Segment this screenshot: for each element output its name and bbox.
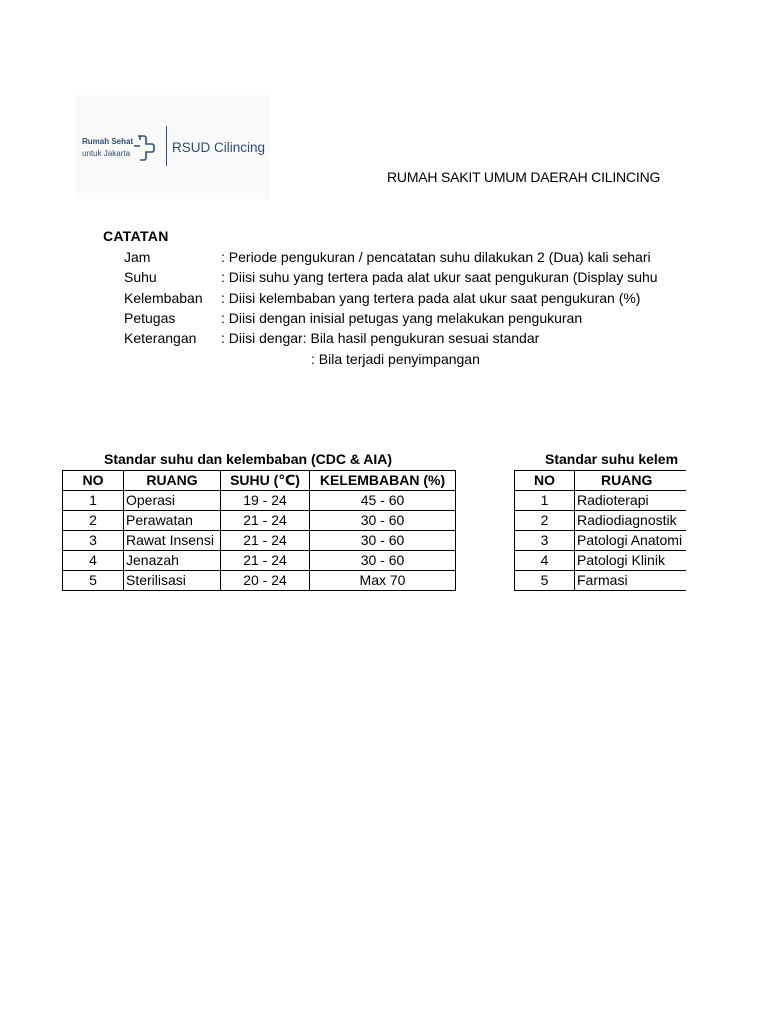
logo-divider bbox=[166, 126, 167, 166]
page-title: RUMAH SAKIT UMUM DAERAH CILINCING bbox=[387, 169, 661, 185]
table-row bbox=[63, 551, 456, 571]
table-row bbox=[515, 491, 687, 511]
table2-header-row bbox=[515, 471, 687, 491]
table1-header-row bbox=[63, 471, 456, 491]
cell-ruang: Rawat Insensi bbox=[124, 531, 221, 551]
table-row bbox=[515, 531, 687, 551]
note-text-penyimpangan: : Bila terjadi penyimpangan bbox=[311, 351, 480, 367]
note-label-petugas: Petugas bbox=[124, 310, 176, 326]
logo-hospital-name: RSUD Cilincing bbox=[172, 140, 266, 155]
cell-no: 3 bbox=[515, 531, 575, 551]
note-text-keterangan: : Diisi dengar: Bila hasil pengukuran sesuai standar bbox=[221, 330, 540, 346]
note-text-kelembaban: : Diisi kelembaban yang tertera pada alat ukur saat pengukuran (%) bbox=[221, 290, 641, 306]
cell-no: 4 bbox=[63, 551, 124, 571]
cell-suhu: 19 - 24 bbox=[221, 491, 310, 511]
logo-tagline-1: Rumah Sehat bbox=[82, 137, 134, 146]
cell-ruang: Perawatan bbox=[124, 511, 221, 531]
cell-no: 2 bbox=[515, 511, 575, 531]
table1-caption: Standar suhu dan kelembaban (CDC & AIA) bbox=[104, 451, 393, 467]
cell-no: 2 bbox=[63, 511, 124, 531]
table-row bbox=[515, 551, 687, 571]
cell-kelembaban: 30 - 60 bbox=[310, 511, 456, 531]
cell-kelembaban: 30 - 60 bbox=[310, 531, 456, 551]
note-text-jam: : Periode pengukuran / pencatatan suhu dilakukan 2 (Dua) kali sehari bbox=[221, 249, 651, 265]
cell-no: 3 bbox=[63, 531, 124, 551]
table-row bbox=[63, 511, 456, 531]
table2-header-no: NO bbox=[515, 471, 575, 491]
table-row bbox=[515, 571, 687, 591]
cell-suhu: 20 - 24 bbox=[221, 571, 310, 591]
cell-ruang: Farmasi bbox=[575, 571, 687, 591]
table-row bbox=[63, 491, 456, 511]
cell-suhu: 21 - 24 bbox=[221, 511, 310, 531]
table2-header-ruang: RUANG bbox=[575, 471, 687, 491]
cell-ruang: Patologi Anatomi bbox=[575, 531, 687, 551]
table2-caption: Standar suhu kelem bbox=[545, 451, 679, 467]
cell-no: 5 bbox=[515, 571, 575, 591]
cell-no: 4 bbox=[515, 551, 575, 571]
cell-ruang: Patologi Klinik bbox=[575, 551, 687, 571]
cell-ruang: Operasi bbox=[124, 491, 221, 511]
cell-ruang: Radiodiagnostik bbox=[575, 511, 687, 531]
table1-header-kelembaban: KELEMBABAN (%) bbox=[310, 471, 456, 491]
table-row bbox=[63, 571, 456, 591]
table1-header-suhu: SUHU (℃) bbox=[221, 471, 310, 491]
cell-no: 5 bbox=[63, 571, 124, 591]
cell-suhu: 21 - 24 bbox=[221, 531, 310, 551]
cell-ruang: Jenazah bbox=[124, 551, 221, 571]
cell-no: 1 bbox=[63, 491, 124, 511]
note-label-keterangan: Keterangan bbox=[124, 330, 197, 346]
cell-kelembaban: 45 - 60 bbox=[310, 491, 456, 511]
note-label-suhu: Suhu bbox=[124, 269, 157, 285]
table1-header-ruang: RUANG bbox=[124, 471, 221, 491]
note-text-suhu: : Diisi suhu yang tertera pada alat ukur saat pengukuran (Display suhu bbox=[221, 269, 658, 285]
notes-heading: CATATAN bbox=[103, 228, 169, 244]
cell-ruang: Radioterapi bbox=[575, 491, 687, 511]
table-row bbox=[515, 511, 687, 531]
note-text-petugas: : Diisi dengan inisial petugas yang melakukan pengukuran bbox=[221, 310, 583, 326]
table-row bbox=[63, 531, 456, 551]
note-label-jam: Jam bbox=[124, 249, 151, 265]
logo-tagline-2: untuk Jakarta bbox=[82, 149, 131, 158]
table1-header-no: NO bbox=[63, 471, 124, 491]
table2 bbox=[514, 470, 686, 591]
cell-kelembaban: Max 70 bbox=[310, 571, 456, 591]
cell-no: 1 bbox=[515, 491, 575, 511]
cross-logo-icon bbox=[80, 124, 170, 168]
cell-suhu: 21 - 24 bbox=[221, 551, 310, 571]
note-label-kelembaban: Kelembaban bbox=[124, 290, 203, 306]
table1 bbox=[62, 470, 456, 591]
cell-ruang: Sterilisasi bbox=[124, 571, 221, 591]
cell-kelembaban: 30 - 60 bbox=[310, 551, 456, 571]
